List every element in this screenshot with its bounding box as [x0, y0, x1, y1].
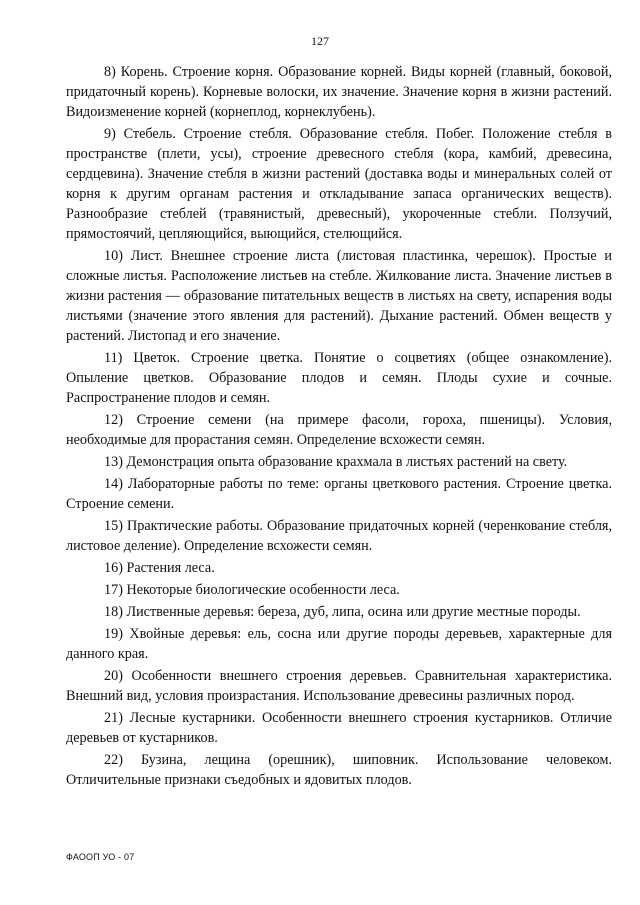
paragraph-21: 21) Лесные кустарники. Особенности внешнего строения кустарников. Отличие деревьев от кустарников.: [66, 710, 612, 746]
paragraph-17: 17) Некоторые биологические особенности леса.: [104, 582, 400, 598]
footer-code: ФАООП УО - 07: [66, 852, 135, 862]
paragraph-15: 15) Практические работы. Образование придаточных корней (черенкование стебля, листовое деление). Определение всхожести семян.: [66, 518, 612, 554]
paragraph-9: 9) Стебель. Строение стебля. Образование стебля. Побег. Положение стебля в пространстве (плети, усы), строение древесного стебля (кора, камбий, древесина, сердцевина). Значение стебля в жизни растений (доставка воды и минеральных солей от корня к другим органам растения и откладывание запаса органических веществ). Разнообразие стеблей (травянистый, древесный), укороченные стебли. Ползучий, прямостоячий, цепляющийся, выющийся, стелющийся.: [66, 126, 612, 242]
paragraph-19: 19) Хвойные деревья: ель, сосна или другие породы деревьев, характерные для данного края.: [66, 626, 612, 662]
paragraph-20: 20) Особенности внешнего строения деревьев. Сравнительная характеристика. Внешний вид, условия произрастания. Использование древесины различных пород.: [66, 668, 612, 704]
page-number: 127: [311, 34, 329, 48]
paragraph-22: 22) Бузина, лещина (орешник), шиповник. Использование человеком. Отличительные признаки съедобных и ядовитых плодов.: [66, 752, 612, 788]
document-body: [66, 62, 612, 792]
paragraph-12: 12) Строение семени (на примере фасоли, гороха, пшеницы). Условия, необходимые для прорастания семян. Определение всхожести семян.: [66, 412, 612, 448]
paragraph-14: 14) Лабораторные работы по теме: органы цветкового растения. Строение цветка. Строение семени.: [66, 476, 612, 512]
paragraph-13: 13) Демонстрация опыта образование крахмала в листьях растений на свету.: [104, 454, 568, 470]
paragraph-16: 16) Растения леса.: [104, 560, 215, 576]
paragraph-10: 10) Лист. Внешнее строение листа (листовая пластинка, черешок). Простые и сложные листья. Расположение листьев на стебле. Жилкование листа. Значение листьев в жизни растения — образование питательных веществ в листьях на свету, испарения воды листьями (значение этого явления для растений). Дыхание растений. Обмен веществ у растений. Листопад и его значение.: [66, 248, 612, 344]
paragraph-11: 11) Цветок. Строение цветка. Понятие о соцветиях (общее ознакомление). Опыление цветков. Образование плодов и семян. Плоды сухие и сочные. Распространение плодов и семян.: [66, 350, 612, 406]
paragraph-18: 18) Лиственные деревья: береза, дуб, липа, осина или другие местные породы.: [104, 604, 581, 620]
paragraph-8: 8) Корень. Строение корня. Образование корней. Виды корней (главный, боковой, придаточный корень). Корневые волоски, их значение. Значение корня в жизни растений. Видоизменение корней (корнеплод, корнеклубень).: [66, 64, 612, 120]
